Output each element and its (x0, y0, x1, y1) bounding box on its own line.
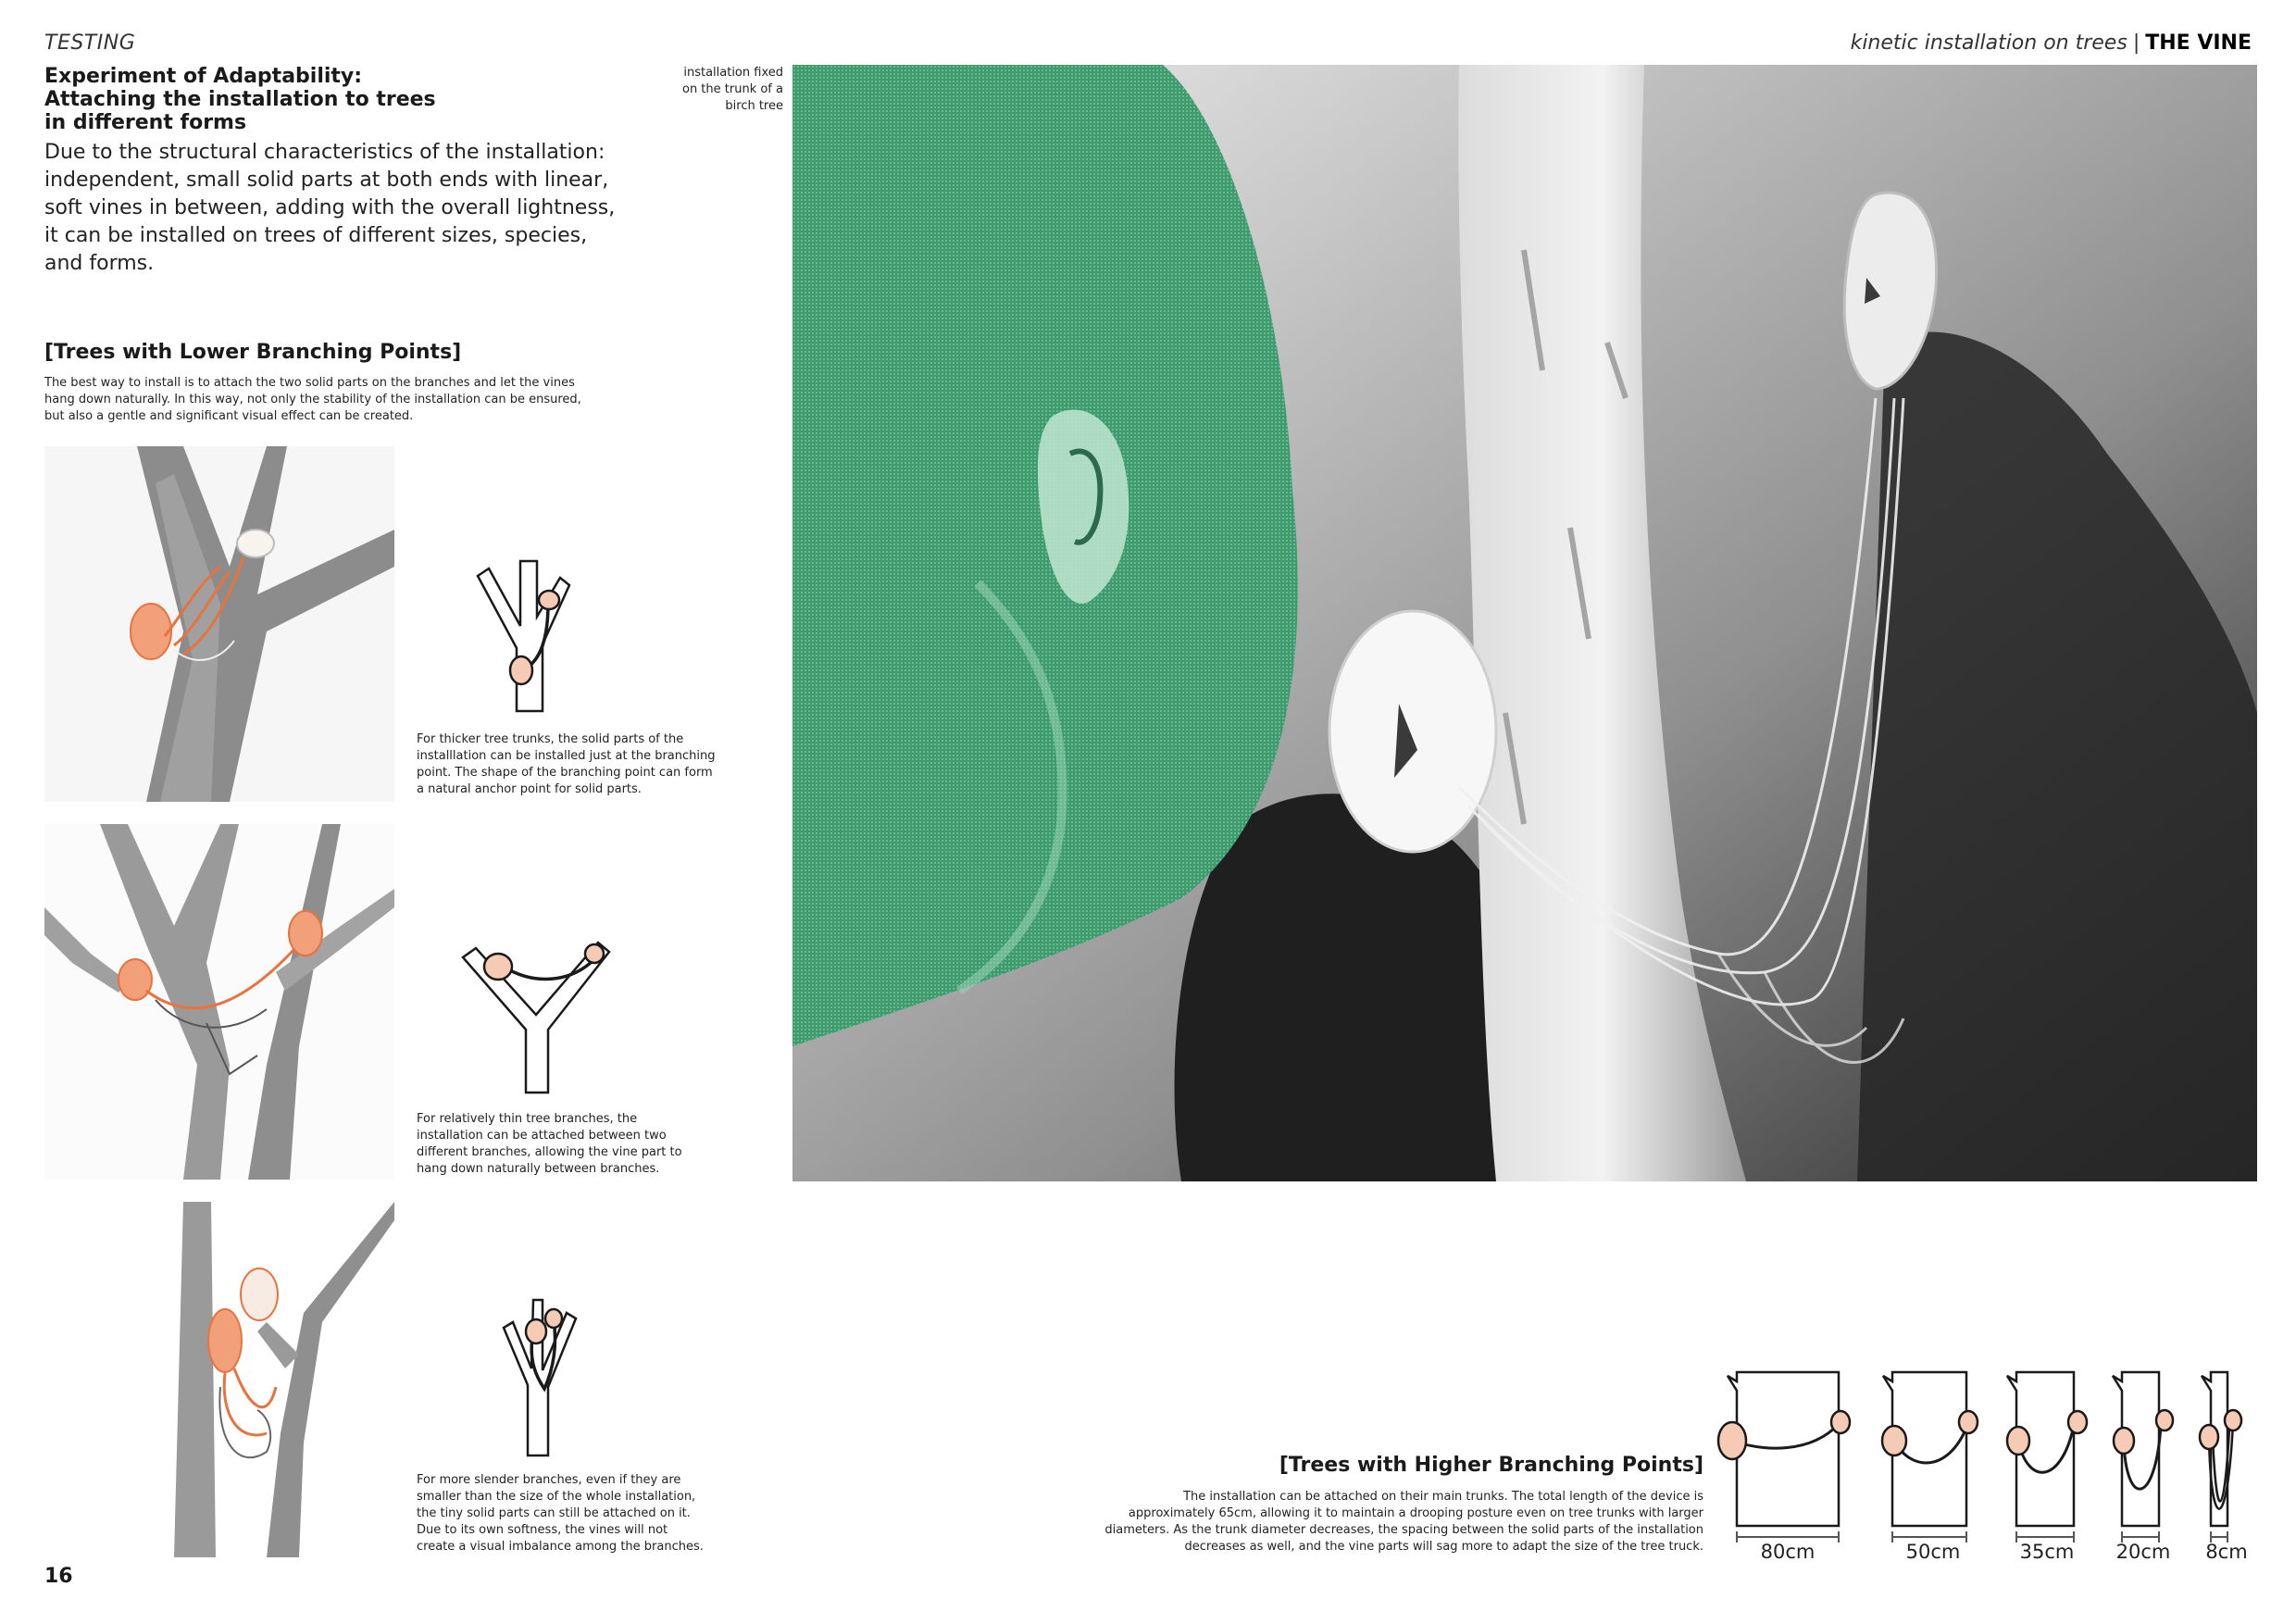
trunk-diagram-20cm (2107, 1368, 2185, 1554)
document-header (1851, 31, 2252, 55)
tree-photo-thick-trunk (44, 446, 394, 802)
higher-branching-description: The installation can be attached on their main trunks. The total length of the device is approximately 65cm, allowing it to maintain a drooping posture even on tree trunks with larger diameters. As the trunk diameter decreases, the spacing between the solid parts of the installation decreases as well, and the vine parts will sag more to adapt the size of the tree truck. (1104, 1490, 1703, 1554)
trunk-width-label-35cm: 35cm (2019, 1541, 2075, 1563)
trunk-width-label-50cm: 50cm (1905, 1541, 1961, 1563)
header-separator: | (2132, 31, 2140, 55)
diagram-slender-branches (500, 1296, 602, 1458)
caption-thin-branches: For relatively thin tree branches, the installation can be attached between two different branches, allowing the vine part to hang down naturally between branches. (417, 1112, 682, 1176)
tree-photo-slender-branches (44, 1202, 394, 1557)
higher-branching-heading: [Trees with Higher Branching Points] (1279, 1454, 1703, 1477)
hero-photo-caption: installation fixed on the trunk of a birch tree (681, 66, 783, 113)
diagram-thin-branches (459, 937, 635, 1094)
trunk-width-label-80cm: 80cm (1760, 1541, 1816, 1563)
trunk-diagram-50cm (1874, 1368, 1989, 1554)
intro-paragraph: Due to the structural characteristics of the installation: independent, small solid parts at both ends with linear, soft vines in between, adding with the overall lightness, it can be installed on trees of different sizes, species, and forms. (44, 141, 616, 275)
caption-thick-trunk: For thicker tree trunks, the solid parts of the installlation can be installed just at the branching point. The shape of the branching point can form a natural anchor point for solid parts. (417, 732, 716, 796)
lower-branching-description: The best way to install is to attach the two solid parts on the branches and let the vines hang down naturally. In this way, not only the stability of the installation can be ensured, but also a gentle and significant visual effect can be created. (44, 376, 581, 423)
trunk-width-label-20cm: 20cm (2115, 1541, 2171, 1563)
project-name: THE VINE (2145, 31, 2252, 55)
section-tag: TESTING (44, 31, 136, 55)
trunk-diagram-80cm (1709, 1368, 1857, 1554)
page-title: Experiment of Adaptability: Attaching the installation to trees in different forms (44, 65, 436, 134)
caption-slender-branches: For more slender branches, even if they are smaller than the size of the whole installation, the tiny solid parts can still be attached on it. Due to its own softness, the vines will not create a visual imbalance among the branches. (417, 1473, 704, 1554)
trunk-diagram-8cm (2196, 1368, 2257, 1554)
diagram-thick-trunk (472, 552, 593, 714)
lower-branching-heading: [Trees with Lower Branching Points] (44, 341, 462, 364)
page-number: 16 (44, 1565, 73, 1588)
hero-photo-birch-tree (792, 65, 2257, 1181)
trunk-diagram-35cm (2000, 1368, 2096, 1554)
trunk-width-label-8cm: 8cm (2205, 1541, 2248, 1563)
document-subtitle: kinetic installation on trees (1850, 31, 2128, 55)
tree-photo-thin-branches (44, 824, 394, 1180)
